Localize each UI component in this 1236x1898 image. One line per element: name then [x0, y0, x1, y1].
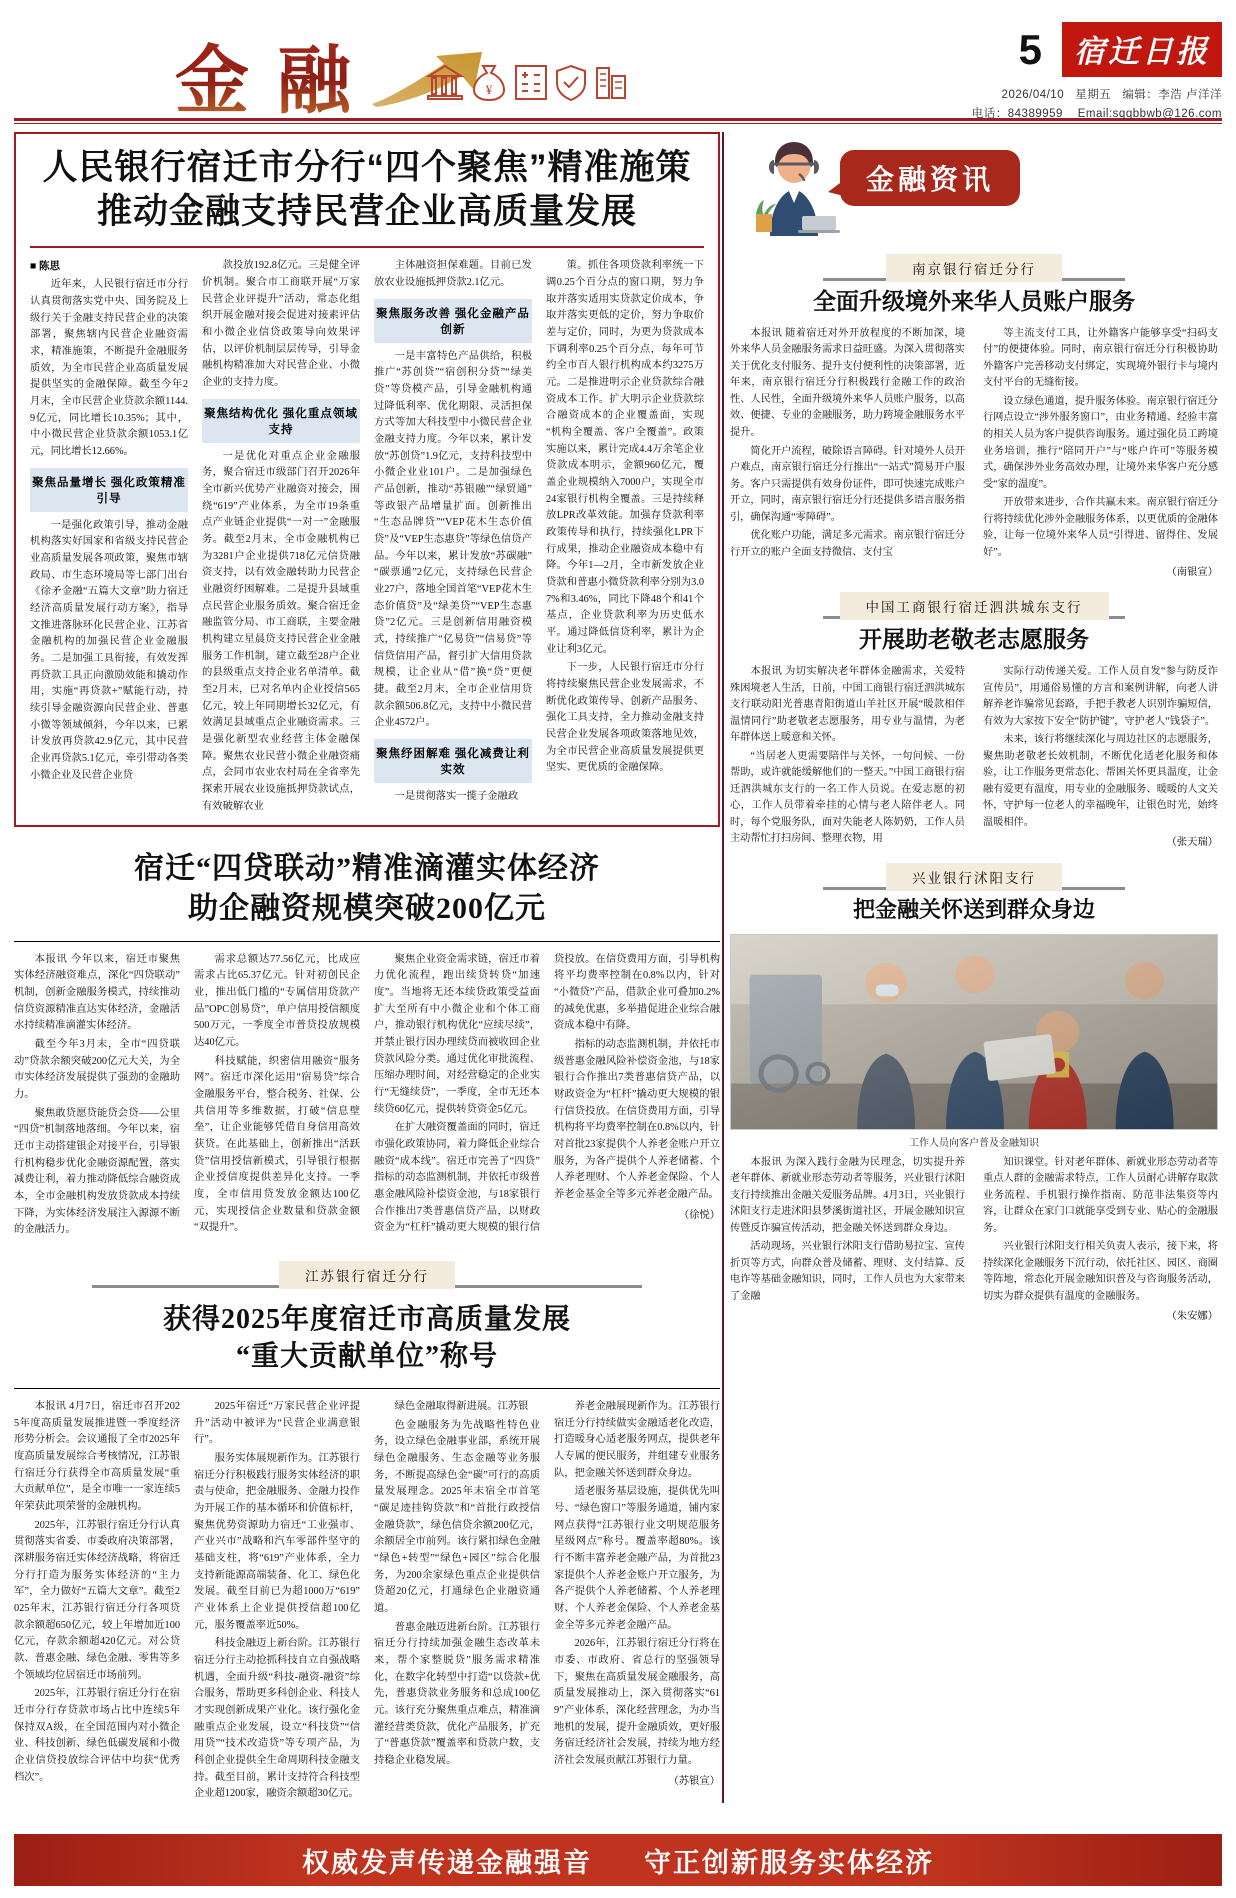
masthead-right	[972, 22, 1222, 121]
sidebar-headline: 全面升级境外来华人员账户服务	[813, 289, 1135, 314]
right-sidebar	[720, 132, 1218, 1803]
sidebar-body	[730, 1155, 1218, 1323]
masthead-icon-row	[425, 62, 629, 102]
lead-paragraph: 策。抓住各项贷款利率统一下调0.25个百分点的窗口期，努力争取并落实适用实贷款定价成本，争取并落实更低的定价，努力争取价差与定价，同时，为更为贷款成本下调利率0.25个百分点，每年可节约全市百人银行机构成本约3275万元。二是推进明示企业贷款综合融资成本工作。扩大明示企业贷款综合融资成本的企业覆盖面，实现“机构全覆盖、客户全覆盖”。政策实施以来，累计完成4.4万余笔企业贷款成本明示，金额960亿元，覆盖企业规模纳入7000户，实现全市24家银行机构全覆盖。三是持续释放LPR改革效能。加强存贷款利率政策传导和执行，持续强化LPR下行成果，推动企业融资成本稳中有降。今年1—2月，全市新发放企业贷款和普惠小微贷款利率分别为3.07%和3.46%，同比下降48个和41个基点，企业贷款利率为历史低水平。通过降低信贷利率，累计为企业让利3亿元。	[546, 260, 704, 655]
sidebar-article-cib	[730, 863, 1218, 1322]
sidebar-signature: （朱安娜）	[1166, 1311, 1218, 1323]
sidebar-paragraph: 兴业银行沭阳支行相关负责人表示，接下来，将持续深化金融服务下沉行动，依托社区、园区、商圈等阵地，常态化开展金融知识普及与咨询服务活动，切实为群众提供有温度的金融服务。	[983, 1241, 1218, 1302]
sidebar-bank-label: 中国工商银行宿迁泗洪城东支行	[840, 592, 1109, 620]
third-bank-label-wrap	[14, 1261, 720, 1288]
sidebar-paragraph: 优化账户功能，满足多元需求。南京银行宿迁分行开立的账户全面支持微信、支付宝	[730, 530, 965, 558]
lead-headline-line1: 人民银行宿迁市分行“四个聚焦”精准施策	[42, 148, 692, 187]
sidebar-body	[730, 326, 1218, 578]
lead-paragraph: 下一步，人民银行宿迁市分行将持续聚焦民营企业发展需求，不断优化政策传导、创新产品服务、强化工具支持，全力推动金融支持民营企业发展各项政策落地见效，为全市民营企业高质量发展提供更坚实、更优质的金融保障。	[546, 662, 704, 774]
second-paragraph: 科技赋能，织密信用融资“服务网”。宿迁市深化运用“宿易贷”综合金融服务平台，整合税务、社保、公共信用等多维数据，打破“信息壁垒”，让企业能够凭借自身信用高效获贷。在此基础上，创新推出“活跃贷”信用授信新模式，引导银行根据企业授信度提供差异化支持。一季度，全市信用贷发放金额达100亿元，实现授信企业数量和贷款金额“双提升”。	[194, 1055, 360, 1234]
second-rule	[14, 941, 720, 942]
third-paragraph: 绿色金融取得新进展。江苏银	[394, 1400, 529, 1412]
sidebar-signature: （南银宣）	[1166, 567, 1218, 579]
lead-paragraph: 近年来，人民银行宿迁市分行认真贯彻落实党中央、国务院及上级行关于金融支持民营企业的决策部署，聚焦辖内民营企业融资需求，精准施策，不断提升金融服务质效，为全市民营企业高质量发展提供坚实的金融保障。截至今年2月末，全市民营企业贷款余额1144.9亿元，同比增长10.35%；其中，中小微民营企业贷款余额1053.1亿元，同比增长12.66%。	[30, 279, 188, 457]
paper-logo: 宿迁日报	[1062, 22, 1222, 77]
third-paragraph: 2025年，江苏银行宿迁分行认真贯彻落实省委、市委政府决策部署，深耕服务宿迁实体经济战略，将宿迁分行打造为服务实体经济的“主力军”，全力做好“五篇大文章”。截至2025年末，江苏银行宿迁分行各项贷款余额超650亿元，较上年增加近100亿元，存款余额超420亿元。对公贷款、普惠金融、绿色金融、零售等多个领域均位居宿迁市场前列。	[14, 1519, 180, 1681]
left-column	[14, 132, 720, 1803]
sidebar-banner-title: 金融资讯	[840, 150, 1020, 206]
sidebar-photo	[730, 934, 1218, 1130]
second-paragraph: 聚焦企业资金需求链，宿迁市着力优化流程，跑出续贷转贷“加速度”。当地将无还本续贷政策受益面扩大至所有中小微企业和个体工商户，推动银行机构优化“应续尽续”，并禁止银行因办理续贷而被收回企业贷款风险分类。通过优化审批流程、压缩办理时间，对经营稳定的企业实行“无缝续贷”，一季度，全市无还本续贷60亿元，提供转贷资金5亿元。	[374, 953, 540, 1115]
third-paragraph: 2025年，江苏银行宿迁分行在宿迁市分行存贷款市场占比中连续5年保持双A级，在全国范围内对小微企业、科技创新、绿色低碳发展和小微企业信贷投放综合评估中均获“优秀档次”。	[14, 1688, 180, 1783]
shield-check-icon	[554, 62, 588, 102]
sidebar-paragraph: 未来，该行将继续深化与周边社区的志愿服务，聚焦助老敬老长效机制，不断优化适老化服务和体验，让工作服务更常态化、帮困关怀更具温度，让金融有爱更有温度，用专业的金融服务、暖暖的人文关怀，守护每一位老人的幸福晚年，让银色时光，始终温暖相伴。	[983, 734, 1218, 828]
sidebar-article-nanjing-bank	[730, 254, 1218, 578]
third-paragraph: 普惠金融迈进新台阶。江苏银行宿迁分行持续加强金融生态改革未来，帮个家整脱贷”服务需求精准化，在数字化转型中打造“以贷款+优先，普惠贷款业务服务和总成100亿元。该行充分聚焦重点难点，精准滴灌经营类贷款，优化产品服务，扩充了“普惠贷款”覆盖率和贷款户数，支持稳企业稳发展。	[374, 1621, 540, 1766]
masthead-meta	[972, 86, 1222, 121]
sidebar-paragraph: 实际行动传递关爱。工作人员自发“参与防反诈宣传员”，用通俗易懂的方言和案例讲解，向老人讲解养老诈骗常见套路，手把手教老人识别诈骗短信，有效为大家按下安全“防护键”，守护老人“钱袋子”。	[983, 666, 1218, 727]
lead-headline-line2: 推动金融支持民营企业高质量发展	[96, 192, 637, 232]
sidebar-paragraph: 本报讯 随着宿迁对外开放程度的不断加深，境外来华人员金融服务需求日益旺盛。为深入贯彻落实关于优化支付服务、提升支付便利性的决策部署，近年来，南京银行宿迁分行积极践行金融工作的政治性、人民性，全面升级境外来华人员账户服务，以高效、便捷、专业的金融服务，助力跨境金融服务水平提升。	[730, 327, 965, 438]
sidebar-paragraph: 活动现场，兴业银行沭阳支行借助易拉宝、宣传折页等方式，向群众普及储蓄、理财、支付结算、反电诈等基础金融知识，同时，工作人员也为大家带来了金融	[730, 1241, 965, 1302]
bank-icon	[425, 62, 465, 102]
third-headline-line1: 获得2025年度宿迁市高质量发展	[162, 1303, 571, 1335]
third-story	[14, 1261, 720, 1803]
third-paragraph: 科技金融迈上新台阶。江苏银行宿迁分行主动抢抓科技自立自强战略机遇，全面升级“科技-融资-融资”综合服务，帮助更多科创企业、科技人才实现创新成果产业化。该行强化金融重点企业发展，设立“科技贷”“信用贷”“技术改造贷”等专项产品，为科创企业提供全生命周期科技金融支持。截至目前，累计支持符合科技型企业超1200家，融资余额超30亿元。	[194, 1638, 360, 1800]
third-headline-line2: “重大贡献单位”称号	[235, 1340, 498, 1372]
svg-text:¥: ¥	[485, 82, 493, 97]
lead-paragraph: 一是丰富特色产品供给，积极推广“苏创贷”“宿创积分贷”“绿美贷”等贷模产品，引导金融机构通过降低利率、优化期限、灵活担保方式等加大科技型中小微民营企业金融支持力度。今年以来，累计发放“苏创贷”1.9亿元，支持科技型中小微企业业101户。二是加强绿色产品创新，推动“苏银融”“绿贸通”等政银产品增量扩面。创新推出“生态品牌贷”“VEP花木生态价值贷”及“VEP生态惠贷”等绿色信贷产品。今年以来，累计发放“苏碳融”“碳票通”2亿元，支持绿色民营企业27户，落地全国首笔“VEP花木生态价值贷”及“绿美贷”“VEP生态惠贷”2亿元。三是创新信用融资模式，持续推广“亿易贷”“信易贷”等信贷信用产品，督引扩大信用贷款规模，让企业从“借”换“贷”更便捷。截至2月末，全市企业信用贷款余额506.8亿元，支持中小微民营企业4572户。	[374, 350, 532, 729]
sidebar-headline: 把金融关怀送到群众身边	[852, 896, 1095, 922]
second-paragraph: 在扩大融资覆盖面的同时，宿迁市强化政策协同，着力降低企业综合融资“成本线”。宿迁市完善了“四贷”指标的动态监测机制，并依托市级普惠金融风险补偿资金池，与18家银行合作推出7类普惠信贷产品，以财政资金为“杠杆”撬动更大规模的银行信贷投放。在信贷费用方面，引导机构将平均费率控制在0.8%以内，针对“小微贷”产品，借款企业可叠加0.2%的减免优惠，多举措促进企业综合融资成本稳中有降。	[374, 953, 720, 1234]
third-paragraph: 2025年宿迁“万家民营企业评提升”活动中被评为“民营企业满意银行”。	[194, 1400, 360, 1446]
lead-paragraph: 一是优化对重点企业金融服务，聚合宿迁市级部门召开2026年全市新兴优势产业融资对接会，围绕“619”产业体系，为全市19条重点产业链企业提供“一对一”金融服务。截至2月末，全市金融机构已为3281户企业提供718亿元信贷融资支持，以有效金融转助力民营企业融资纾困解难。二是提升县域重点民营企业服务质效。聚合宿迁金融监管分局、市工商联，主要金融机构建立星晨贷支持民营企业金融服务工作机制，建立截至28户企业的县级重点支持企业名单清单。截至2月末，已对名单内企业授信565亿元，较上年同期增长32亿元，有效满足县域重点企业融资需求。三是强化新型农业经营主体金融保障。聚焦农业民营小微企业融资痛点，会同市农业农村局在全省率先探索开展农业设施抵押贷款试点，有效破解农业	[202, 450, 360, 812]
second-body	[14, 952, 720, 1239]
phone: 电话：84389959	[971, 108, 1063, 120]
sidebar-paragraph: “当居老人更需要陪伴与关怀，一句问候、一份帮助，或许就能缓解他们的一整天。”中国工商银行宿迁泗洪城东支行的一名工作人员说。在爱志愿的初心，工作人员带着牵挂的心情与老人陪伴老人。同时，每个党服务队，面对失能老人陈奶奶，工作人员主动帮忙打扫房间、整理衣物，用	[730, 750, 965, 845]
sidebar-paragraph: 知识课堂。针对老年群体、新就业形态劳动者等重点人群的金融需求特点，工作人员耐心讲解存取款业务流程、手机银行操作指南、防范非法集资等内容，让群众在家门口就能享受到专业、贴心的金融服务。	[983, 1156, 1218, 1234]
second-paragraph: 截至今年3月末，全市“四贷联动”贷款余额突破200亿元大关，为全市实体经济发展提供了强劲的金融助力。	[14, 1038, 180, 1100]
second-story	[14, 849, 720, 1239]
page-number: 5	[1018, 25, 1042, 73]
third-signature: （苏银宣）	[668, 1775, 720, 1787]
sidebar-bank-label: 兴业银行沭阳支行	[886, 863, 1062, 891]
second-paragraph: 聚焦敢贷愿贷能贷会贷——公里“四贷”机制落地落细。今年以来，宿迁市主动搭建银企对接平台，引导银行机构稳步优化金融资源配置，落实减费让利，着力推动降低综合融资成本，全市金融机构发放贷款成本持续下降，为实体经济发展注入源源不断的金融活力。	[14, 1107, 180, 1236]
lead-subhead: 聚焦结构优化 强化重点领域支持	[202, 399, 360, 443]
masthead	[0, 0, 1236, 123]
lead-byline: ■ 陈思	[30, 261, 60, 273]
masthead-title: 金融	[175, 22, 379, 128]
calculator-icon	[513, 62, 549, 102]
issue-weekday: 星期五	[1075, 89, 1112, 101]
sidebar-divider	[722, 132, 724, 1803]
third-paragraph: 本报讯 4月7日，宿迁市召开2025年度高质量发展推进暨一季度经济形势分析会。会议通报了全市2025年度高质量发展综合考核情况，江苏银行宿迁分行获得全市高质量发展“重大贡献单位”，是全市唯一一家连续5年荣获此项荣誉的金融机构。	[14, 1400, 180, 1512]
sidebar-paragraph: 简化开户流程，破除语言障碍。针对境外人员开户难点，南京银行宿迁分行推出“一站式”简易开户服务。客户只需提供有效身份证件，即可快速完成账户开立，同时，南京银行宿迁分行还提供多语言服务指引，确保沟通“零障碍”。	[730, 445, 965, 523]
sidebar-bank-label: 南京银行宿迁分行	[886, 254, 1062, 282]
second-signature: （徐悦）	[678, 1209, 720, 1221]
sidebar-photo-caption: 工作人员向客户普及金融知识	[909, 1137, 1039, 1149]
third-rule	[14, 1388, 720, 1389]
second-paragraph: 指标的动态监测机制，并依托市级普惠金融风险补偿资金池，与18家银行合作推出7类普惠信贷产品，以财政资金为“杠杆”撬动更大规模的银行信贷投放。在信贷费用方面，引导机构将平均费率控制在0.8%以内，针对首批23家提供个人养老金账户开立服务，为各产提供个人养老储蓄、个人养老理财、个人养老金保险、个人养老金基金全等多元养老金融产品。	[554, 1038, 720, 1200]
sidebar-headline: 开展助老敬老志愿服务	[859, 627, 1089, 653]
second-paragraph: 本报讯 今年以来，宿迁市聚焦实体经济融资难点，深化“四贷联动”机制，创新金融服务模式，持续推动信贷资源精准直达实体经济，金融活水持续精准滴灌实体经济。	[14, 953, 180, 1032]
lead-paragraph: 一是强化政策引导，推动金融机构落实好国家和省级支持民营企业高质量发展各项政策，聚焦市辖政局、市生态环境局等七部门出台《徐矛金融“五篇大文章”助力宿迁经济高质量发展行动方案》，指导文推进落脉环化民营企业、江苏省金融机构的加强民营企业金融服务。二是加强工具衔接，有效发挥再贷款工具正向激励效能和撬动作用，实施“再贷款+”赋能行动，持续引导金融资源向民营企业、普惠小微等领域倾斜，今年以来，已累计发放再贷款42.9亿元，其中民营企业再贷款5.1亿元，牵引带动各类小微企业及民营企业贷	[30, 519, 188, 781]
second-headline-line2: 助企融资规模突破200亿元	[188, 891, 546, 925]
footer-slogan-left: 权威发声传递金融强音	[302, 1847, 592, 1878]
editors: 编辑：李浩 卢洋洋	[1122, 89, 1222, 101]
second-headline-line1: 宿迁“四贷联动”精准滴灌实体经济	[134, 852, 600, 886]
lead-paragraph: 款投放192.8亿元。三是健全评价机制。聚合市工商联开展“万家民营企业评提升”活动，常态化组织开展金融对接会促进对接素评估和小微企业信贷政策导向效果评估，以评价机制层层传导，引导金融机构精准加大对民营企业、小微企业的支持力度。	[202, 260, 360, 388]
third-paragraph: 适老服务基层设施，提供优先叫号、“绿色窗口”等服务通道，铺内家网点获得“江苏银行业文明规范服务星级网点”称号。覆盖率超80%。该行不断丰富养老金融产品，为首批23家提供个人养老金账户开立服务，为各产提供个人养老储蓄、个人养老理财、个人养老金保险、个人养老金基金全等多元养老金融产品。	[554, 1486, 720, 1631]
third-paragraph: 色金融服务为先战略性特色业务，设立绿色金融事业部，系统开展绿色金融服务、生态金融等业务服务，不断提高绿色金“碳”可行的高质量发展理念。2025年末宿全市首笔“碳足迹挂钩贷款”和“首批行政授信金融贷款”，绿色信贷余额200亿元，余额居全市前列。该行紧扣绿色金融“绿色+转型”“绿色+园区”综合化服务，为200余家绿色重点企业提供信贷超20亿元，打通绿色企业融资通道。	[374, 1419, 540, 1614]
lead-body	[30, 258, 704, 815]
bank-staff-serving-elderly-photo	[731, 935, 1217, 1129]
third-paragraph: 养老金融展现新作为。江苏银行宿迁分行持续做实金融适老化改造，打造暖身心适老服务网点，提供老年人专属的便民服务，并组建专业服务队，把金融关怀送到群众身边。	[554, 1400, 720, 1479]
sidebar-paragraph: 等主流支付工具，让外籍客户能够享受“扫码支付”的便捷体验。同时，南京银行宿迁分行积极协助外籍客户完善移动支付绑定，实现境外银行卡与境内支付平台的无缝衔接。	[983, 327, 1218, 389]
third-paragraph: 2026年，江苏银行宿迁分行将在市委、市政府、省总行的坚强领导下，聚焦在高质量发展金融服务，高质量发展推动上，深入贯彻落实“619”产业体系，深化经营理念，为办当地机的发展，提升金融质效，更好服务宿迁经济社会发展，持续为地方经济社会发展贡献江苏银行力量。	[554, 1638, 720, 1766]
footer-slogan-right: 守正创新服务实体经济	[644, 1847, 934, 1878]
page-content	[0, 124, 1236, 1803]
sidebar-paragraph: 本报讯 为深入践行金融为民理念，切实提升养老年群体、新就业形态劳动者等服务，兴业银行沭阳支行持续推出金融关爱服务品牌。4月3日，兴业银行沭阳支行走进沭阳县梦溪街道社区，开展金融知识宣传暨反诈骗宣传活动，把金融关怀送到群众身边。	[730, 1156, 965, 1234]
lead-subhead: 聚焦纾困解难 强化减费让利实效	[374, 739, 532, 783]
footer-banner	[14, 1834, 1222, 1886]
sidebar-paragraph: 本报讯 为切实解决老年群体金融需求，关爱特殊困境老人生活，日前，中国工商银行宿迁泗洪城东支行联动阳光普惠青阳街道山羊社区开展“暖款相伴 温情同行”助老敬老志愿服务，用专业与温情，为老年群体送上暖意和关怀。	[730, 666, 965, 744]
money-bag-icon	[470, 62, 508, 102]
sidebar-paragraph: 设立绿色通道，提升服务体验。南京银行宿迁分行网点设立“涉外服务窗口”，由业务精通、经验丰富的相关人员为客户提供咨询服务。通过强化员工跨境业务培训，推行“陪同开户”与“账户许可”等服务模式，确保涉外业务高效办理，让境外来华客户充分感受“家的温度”。	[983, 395, 1218, 490]
second-paragraph: 需求总额达77.56亿元，比成应需求占比65.37亿元。针对初创民企业，推出低门槛的“专属信用贷款产品”OPC创易贷”，单户信用授信额度500万元，一季度全市普贷投放规模达40亿元。	[194, 953, 360, 1048]
third-bank-label: 江苏银行宿迁分行	[279, 1261, 455, 1289]
sidebar-body	[730, 664, 1218, 849]
lead-story	[14, 132, 720, 827]
lead-subhead: 聚焦服务改善 强化金融产品创新	[374, 299, 532, 343]
third-body	[14, 1399, 720, 1803]
piggy-bank-icon	[593, 62, 629, 102]
lead-rule	[30, 246, 704, 248]
issue-date: 2026/04/10	[1001, 89, 1065, 101]
lead-paragraph: 一是贯彻落实一揽子金融政	[394, 790, 519, 802]
sidebar-banner	[730, 132, 1218, 240]
lead-subhead: 聚焦品量增长 强化政策精准引导	[30, 468, 188, 512]
lead-paragraph: 主体融资担保难题。目前已发放农业设施抵押贷款2.1亿元。	[374, 260, 532, 288]
sidebar-signature: （张天瑞）	[1166, 837, 1218, 849]
sidebar-paragraph: 开放带来进步，合作共赢未来。南京银行宿迁分行将持续优化涉外金融服务体系，以更优质的金融体验，让每一位境外来华人员“引得进、留得住、发展好”。	[983, 497, 1218, 558]
email[interactable]: Email:sqqbbwb@126.com	[1077, 108, 1222, 120]
sidebar-article-icbc	[730, 592, 1218, 849]
third-paragraph: 服务实体展规新作为。江苏银行宿迁分行积极践行服务实体经济的职责与使命，把金融服务、金融力投作为开展工作的基本循环和价值标杆，聚焦优势资源助力宿迁“工业强市、产业兴市”战略和汽车零部件坚守的基础支柱，将“619”产业体系，全力支持新能源高端装备、化工、绿色化发展。截至目前已为超1000万“619”产业体系上企业提供授信超100亿元，服务覆盖率近50%。	[194, 1452, 360, 1631]
